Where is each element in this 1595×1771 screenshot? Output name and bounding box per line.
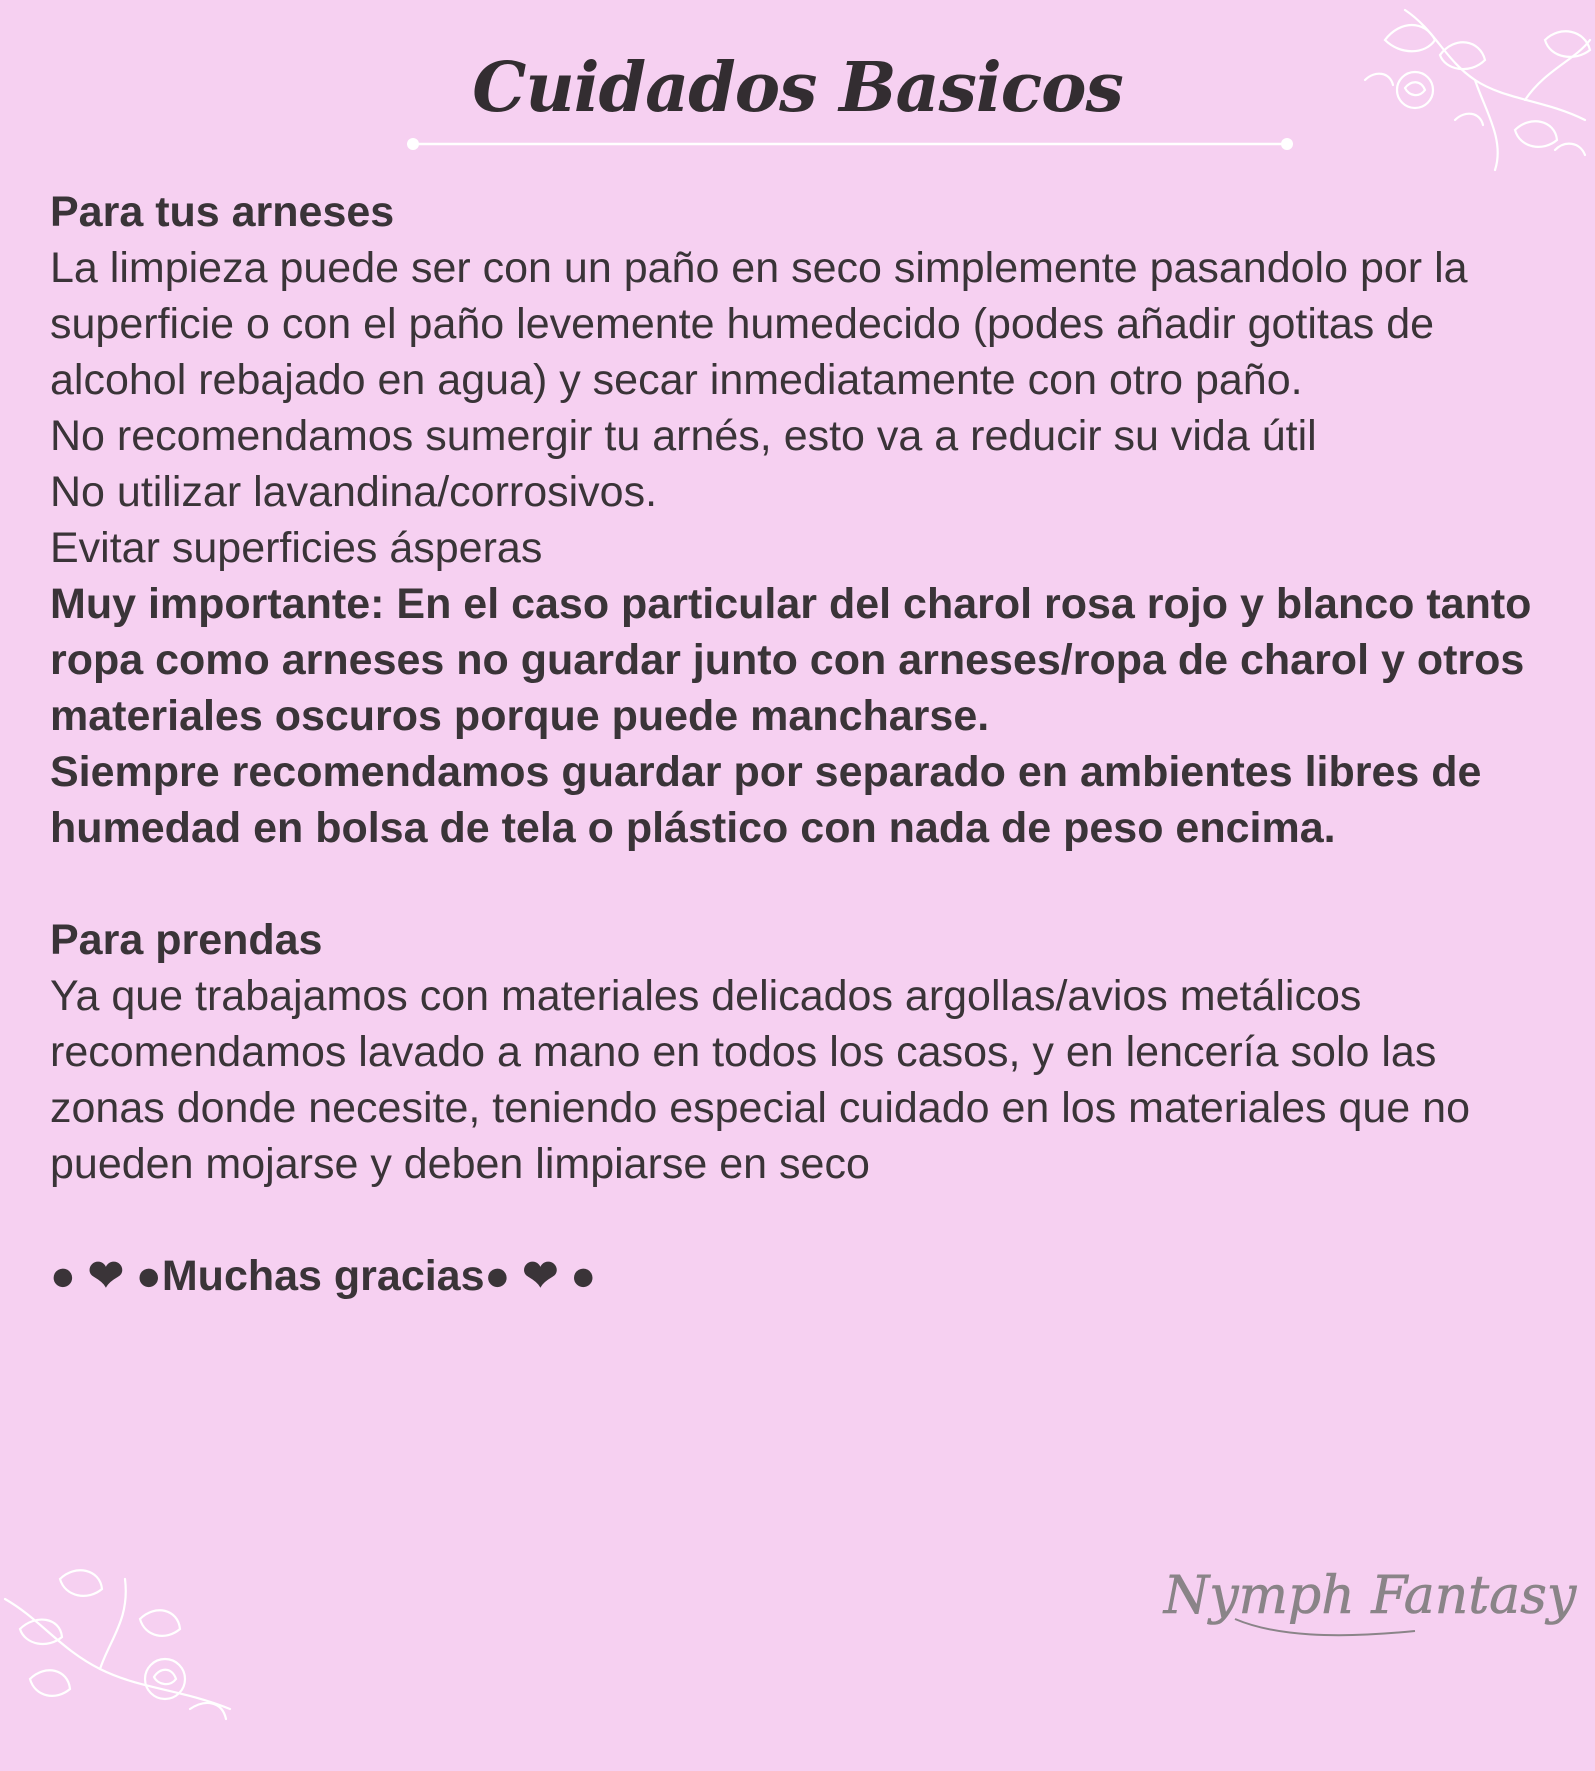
paragraph-guardar: Siempre recomendamos guardar por separado en ambientes libres de humedad en bolsa de tela o plástico con nada de peso encima. <box>50 748 1482 852</box>
floral-flourish-icon <box>0 1559 240 1729</box>
brand-signature <box>1163 1541 1577 1651</box>
spacer <box>50 1192 1550 1248</box>
paragraph-superficies: Evitar superficies ásperas <box>50 524 543 572</box>
paragraph-limpieza: La limpieza puede ser con un paño en seco simplemente pasandolo por la superficie o con el paño levemente humedecido (podes añadir gotitas de alcohol rebajado en agua) y secar inmediatamente con otro paño. <box>50 244 1468 404</box>
spacer <box>50 856 1550 912</box>
section-heading-arneses: Para tus arneses <box>50 188 395 236</box>
section-heading-prendas: Para prendas <box>50 916 323 964</box>
paragraph-prendas: Ya que trabajamos con materiales delicados argollas/avios metálicos recomendamos lavado a mano en todos los casos, y en lencería solo las zonas donde necesite, teniendo especial cuidado en los materiales que no pueden mojarse y deben limpiarse en seco <box>50 972 1470 1188</box>
paragraph-muy-importante: Muy importante: En el caso particular del charol rosa rojo y blanco tanto ropa como arneses no guardar junto con arneses/ropa de charol y otros materiales oscuros porque puede mancharse. <box>50 580 1532 740</box>
paragraph-sumergir: No recomendamos sumergir tu arnés, esto va a reducir su vida útil <box>50 412 1317 460</box>
closing-message: ● ❤ ●Muchas gracias● ❤ ● <box>50 1252 597 1300</box>
signature-text: Nymph Fantasy <box>1163 1566 1577 1626</box>
page-title: Cuidados Basicos <box>472 48 1123 128</box>
content-body <box>50 184 1550 1304</box>
paragraph-lavandina: No utilizar lavandina/corrosivos. <box>50 468 658 516</box>
title-divider <box>405 136 1295 152</box>
